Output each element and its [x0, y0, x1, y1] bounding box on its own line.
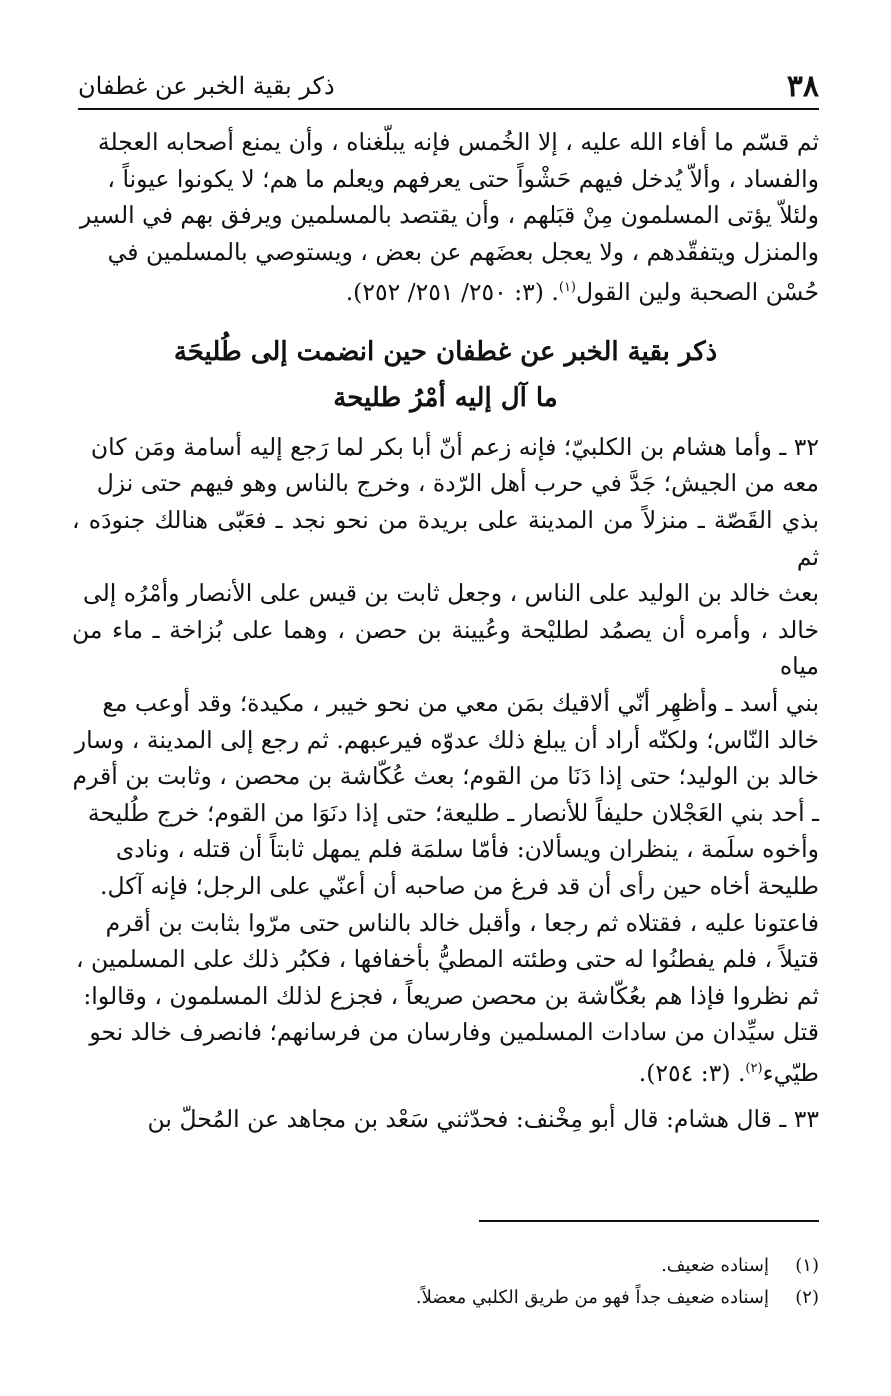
section-heading: [72, 329, 819, 421]
text-line: ثم نظروا فإذا هم بعُكّاشة بن محصن صريعاً ، فجزع لذلك المسلمون ، وقالوا:: [83, 981, 819, 1010]
footnote-marker: (٢): [745, 1060, 763, 1076]
text-line: ثم قسّم ما أفاء الله عليه ، إلا الخُمس فإنه يبلّغناه ، وأن يمنع أصحابه العجلة: [97, 128, 819, 156]
footnote-text: إسناده ضعيف جداً فهو من طريق الكلبي معضلاً.: [415, 1287, 769, 1308]
text-line: ولئلاّ يؤتى المسلمون مِنْ قبَلهم ، وأن يقتصد بالمسلمين ويرفق بهم في السير: [79, 201, 819, 230]
text-line: ـ أحد بني العَجْلان حليفاً للأنصار ـ طليعة؛ حتى إذا دنَوَا من القوم؛ خرج طُليحة: [87, 798, 819, 827]
text-line-last: [72, 270, 819, 310]
text-line: ٣٣ ـ قال هشام: قال أبو مِخْنف: فحدّثني سَعْد بن مجاهد عن المُحلّ بن: [147, 1105, 819, 1134]
text-line: قتيلاً ، فلم يفطنُوا له حتى وطئته المطيُّ بأخفافها ، فكبُر ذلك على المسلمين ،: [75, 945, 819, 974]
footnote-text: إسناده ضعيف.: [661, 1255, 769, 1276]
text-line: قتل سيِّدان من سادات المسلمين وفارسان من فرسانهم؛ فانصرف خالد نحو: [89, 1018, 819, 1047]
page-body: [72, 124, 819, 1138]
text-line: خالد النّاس؛ ولكنّه أراد أن يبلغ ذلك عدوّه فيرعبهم. ثم رجع إلى المدينة ، وسار: [74, 725, 819, 754]
footnote-separator: [479, 1220, 819, 1222]
text-line: ٣٢ ـ وأما هشام بن الكلبيّ؛ فإنه زعم أنّ أبا بكر لما رَجع إليه أسامة ومَن كان: [90, 432, 819, 461]
footnotes: [119, 1250, 819, 1314]
page-number: ٣٨: [786, 68, 819, 104]
text-fragment: طيّيء: [762, 1058, 819, 1087]
paragraph-32: [72, 429, 819, 1092]
footnote-item: [119, 1282, 819, 1314]
text-fragment: حُسْن الصحبة ولين القول: [576, 278, 819, 307]
text-line: بعث خالد بن الوليد على الناس ، وجعل ثابت بن قيس على الأنصار وأمْرُه إلى: [83, 579, 819, 608]
intro-paragraph: [72, 124, 819, 311]
footnote-number: (٢): [795, 1287, 819, 1308]
footnote-item: [119, 1250, 819, 1282]
text-line: خالد بن الوليد؛ حتى إذا دَنَا من القوم؛ بعث عُكّاشة بن محصن ، وثابت بن أقرم: [72, 762, 819, 791]
text-line: معه من الجيش؛ جَدَّ في حرب أهل الرّدة ، وخرج بالناس وهو فيهم حتى نزل: [96, 469, 819, 498]
text-line: بذي القَصّة ـ منزلاً من المدينة على بريدة من نحو نجد ـ فعَبّى هنالك جنودَه ، ثم: [72, 505, 819, 571]
heading-line: ما آل إليه أمْرُ طليحة: [333, 382, 558, 413]
text-line: فاعتونا عليه ، فقتلاه ثم رجعا ، وأقبل خالد بالناس حتى مرّوا بثابت بن أقرم: [105, 908, 819, 937]
source-reference: . (٣: ٢٥٠/ ٢٥١/ ٢٥٢).: [345, 278, 559, 307]
paragraph-33: [72, 1101, 819, 1138]
text-line: خالد ، وأمره أن يصمُد لطليْحة وعُيينة بن حصن ، وهما على بُزاخة ـ ماء من مياه: [72, 615, 819, 681]
page-header: [78, 64, 819, 110]
footnote-number: (١): [795, 1255, 819, 1276]
text-line-last: [72, 1051, 819, 1091]
text-line: بني أسد ـ وأظهِر أنّي ألاقيك بمَن معي من نحو خيبر ، مكيدة؛ وقد أوعب مع: [102, 688, 819, 717]
text-line: والمنزل ويتفقّدهم ، ولا يعجل بعضَهم عن بعض ، ويستوصي بالمسلمين في: [107, 237, 819, 266]
text-line: والفساد ، وألاّ يُدخل فيهم حَشْواً حتى يعرفهم ويعلم ما هم؛ لا يكونوا عيوناً ،: [107, 164, 819, 193]
text-line: طليحة أخاه حين رأى أن قد فرغ من صاحبه أن أعنّي على الرجل؛ فإنه آكل.: [100, 871, 819, 900]
source-reference: . (٣: ٢٥٤).: [638, 1058, 746, 1087]
text-line: وأخوه سلَمة ، ينظران ويسألان: فأمّا سلمَة فلم يمهل ثابتاً أن قتله ، ونادى: [115, 835, 819, 864]
running-title: ذكر بقية الخبر عن غطفان: [78, 72, 335, 100]
heading-line: ذكر بقية الخبر عن غطفان حين انضمت إلى طُليحَة: [173, 336, 718, 367]
footnote-marker: (١): [558, 280, 576, 296]
